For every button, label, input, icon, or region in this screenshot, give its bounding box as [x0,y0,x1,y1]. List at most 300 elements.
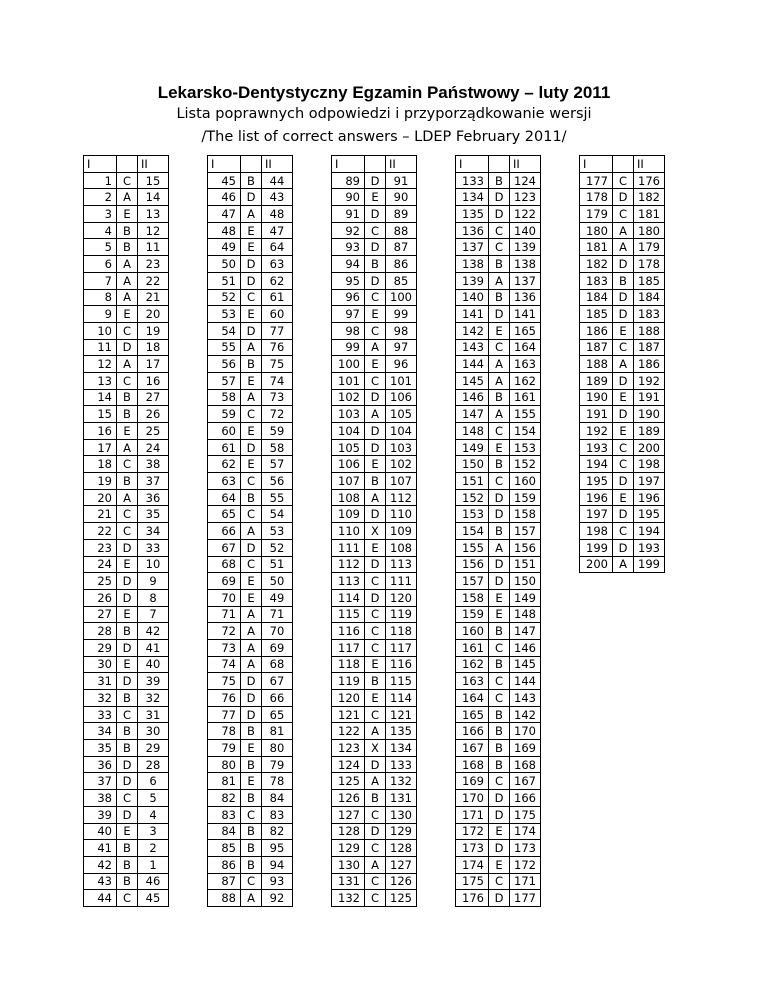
question-number-ii: 94 [262,856,293,873]
question-number-i: 61 [208,439,241,456]
question-number-ii: 159 [510,489,541,506]
correct-answer: D [365,423,386,440]
table-row [456,790,541,807]
question-number-ii: 11 [138,239,169,256]
table-row [332,406,417,423]
question-number-i: 167 [456,740,489,757]
correct-answer: B [117,473,138,490]
correct-answer: D [613,306,634,323]
table-row [208,289,293,306]
correct-answer: D [241,439,262,456]
table-row [580,289,665,306]
question-number-ii: 56 [262,473,293,490]
question-number-i: 7 [84,272,117,289]
question-number-ii: 119 [386,606,417,623]
question-number-i: 81 [208,773,241,790]
correct-answer: C [241,556,262,573]
table-row [84,573,169,590]
correct-answer: B [489,623,510,640]
table-row [84,806,169,823]
correct-answer: C [489,473,510,490]
correct-answer: A [489,356,510,373]
question-number-ii: 76 [262,339,293,356]
question-number-i: 195 [580,473,613,490]
question-number-i: 63 [208,473,241,490]
question-number-i: 150 [456,456,489,473]
correct-answer: C [613,172,634,189]
question-number-i: 165 [456,706,489,723]
question-number-ii: 19 [138,322,169,339]
correct-answer: E [241,423,262,440]
question-number-ii: 155 [510,406,541,423]
table-row [208,523,293,540]
question-number-i: 146 [456,389,489,406]
question-number-i: 18 [84,456,117,473]
correct-answer: D [613,372,634,389]
table-row [84,589,169,606]
correct-answer: C [241,473,262,490]
correct-answer: A [117,489,138,506]
question-number-i: 174 [456,856,489,873]
table-row [456,456,541,473]
correct-answer: B [241,790,262,807]
table-row [580,439,665,456]
question-number-ii: 151 [510,556,541,573]
question-number-i: 134 [456,189,489,206]
correct-answer: A [365,489,386,506]
correct-answer: D [241,673,262,690]
question-number-ii: 171 [510,873,541,890]
table-row [332,506,417,523]
table-row [84,456,169,473]
correct-answer: C [117,456,138,473]
question-number-i: 27 [84,606,117,623]
answer-table-4 [455,155,541,907]
question-number-i: 172 [456,823,489,840]
table-row [580,189,665,206]
table-row [456,856,541,873]
table-row [84,840,169,857]
question-number-ii: 20 [138,306,169,323]
question-number-ii: 4 [138,806,169,823]
correct-answer: C [117,322,138,339]
correct-answer: D [365,439,386,456]
question-number-i: 17 [84,439,117,456]
correct-answer: C [489,673,510,690]
question-number-ii: 27 [138,389,169,406]
question-number-i: 2 [84,189,117,206]
question-number-i: 149 [456,439,489,456]
question-number-ii: 146 [510,639,541,656]
question-number-i: 158 [456,589,489,606]
table-row [84,506,169,523]
table-row [208,556,293,573]
question-number-ii: 96 [386,356,417,373]
question-number-ii: 53 [262,523,293,540]
question-number-ii: 123 [510,189,541,206]
table-row [208,439,293,456]
question-number-ii: 188 [634,322,665,339]
correct-answer: C [365,573,386,590]
question-number-ii: 181 [634,206,665,223]
correct-answer: D [489,489,510,506]
question-number-i: 28 [84,623,117,640]
correct-answer: A [241,523,262,540]
table-row [456,222,541,239]
question-number-ii: 124 [510,172,541,189]
header-version-ii: II [386,156,417,173]
question-number-i: 156 [456,556,489,573]
correct-answer: B [117,856,138,873]
table-row [84,556,169,573]
header-version-i: I [208,156,241,173]
correct-answer: A [241,639,262,656]
correct-answer: C [489,639,510,656]
question-number-ii: 49 [262,589,293,606]
correct-answer: C [117,890,138,907]
question-number-ii: 29 [138,740,169,757]
correct-answer: E [489,589,510,606]
question-number-i: 30 [84,656,117,673]
question-number-ii: 122 [510,206,541,223]
question-number-i: 72 [208,623,241,640]
correct-answer: D [613,539,634,556]
question-number-i: 191 [580,406,613,423]
question-number-i: 11 [84,339,117,356]
question-number-i: 130 [332,856,365,873]
correct-answer: C [365,706,386,723]
correct-answer: B [117,406,138,423]
question-number-ii: 187 [634,339,665,356]
table-row [208,356,293,373]
question-number-ii: 22 [138,272,169,289]
table-row [456,773,541,790]
question-number-ii: 134 [386,740,417,757]
header-blank [365,156,386,173]
correct-answer: A [365,723,386,740]
table-row [332,840,417,857]
table-row [84,222,169,239]
correct-answer: B [489,756,510,773]
table-row [332,189,417,206]
correct-answer: C [613,456,634,473]
question-number-i: 184 [580,289,613,306]
correct-answer: C [613,439,634,456]
table-row [84,289,169,306]
table-row [456,239,541,256]
correct-answer: E [241,306,262,323]
question-number-ii: 154 [510,423,541,440]
question-number-i: 57 [208,372,241,389]
table-row [332,706,417,723]
table-row [456,356,541,373]
question-number-ii: 57 [262,456,293,473]
question-number-i: 6 [84,256,117,273]
table-row [84,189,169,206]
question-number-i: 3 [84,206,117,223]
correct-answer: B [117,723,138,740]
question-number-i: 107 [332,473,365,490]
correct-answer: A [613,556,634,573]
question-number-ii: 162 [510,372,541,389]
question-number-ii: 35 [138,506,169,523]
question-number-ii: 192 [634,372,665,389]
table-row [332,690,417,707]
table-row [84,773,169,790]
question-number-i: 112 [332,556,365,573]
question-number-ii: 17 [138,356,169,373]
correct-answer: E [365,690,386,707]
question-number-ii: 133 [386,756,417,773]
question-number-i: 25 [84,573,117,590]
table-row [332,423,417,440]
page-title: Lekarsko-Dentystyczny Egzamin Państwowy – luty 2011 [157,83,611,102]
table-row [456,723,541,740]
question-number-i: 151 [456,473,489,490]
question-number-i: 97 [332,306,365,323]
correct-answer: E [117,556,138,573]
question-number-ii: 83 [262,806,293,823]
correct-answer: C [365,372,386,389]
table-row [456,372,541,389]
table-row [84,389,169,406]
question-number-i: 188 [580,356,613,373]
table-row [580,523,665,540]
question-number-i: 53 [208,306,241,323]
question-number-ii: 135 [386,723,417,740]
question-number-ii: 150 [510,573,541,590]
question-number-i: 62 [208,456,241,473]
question-number-i: 137 [456,239,489,256]
question-number-ii: 71 [262,606,293,623]
table-row [332,456,417,473]
header-row [208,156,293,173]
table-row [456,339,541,356]
table-row [208,673,293,690]
correct-answer: B [117,873,138,890]
question-number-i: 78 [208,723,241,740]
question-number-i: 65 [208,506,241,523]
correct-answer: C [489,339,510,356]
table-row [456,873,541,890]
table-row [456,690,541,707]
question-number-i: 79 [208,740,241,757]
question-number-i: 140 [456,289,489,306]
question-number-ii: 197 [634,473,665,490]
answer-table-3 [331,155,417,907]
question-number-i: 148 [456,423,489,440]
table-row [332,723,417,740]
question-number-ii: 198 [634,456,665,473]
question-number-i: 200 [580,556,613,573]
correct-answer: D [365,823,386,840]
correct-answer: D [613,189,634,206]
question-number-ii: 180 [634,222,665,239]
question-number-i: 99 [332,339,365,356]
question-number-i: 45 [208,172,241,189]
question-number-ii: 6 [138,773,169,790]
question-number-i: 19 [84,473,117,490]
table-row [456,423,541,440]
table-row [208,656,293,673]
table-row [84,890,169,907]
question-number-ii: 61 [262,289,293,306]
question-number-i: 138 [456,256,489,273]
table-row [332,206,417,223]
correct-answer: B [489,289,510,306]
question-number-i: 13 [84,372,117,389]
question-number-ii: 99 [386,306,417,323]
question-number-i: 22 [84,523,117,540]
correct-answer: B [613,272,634,289]
correct-answer: A [241,623,262,640]
question-number-ii: 113 [386,556,417,573]
table-row [332,573,417,590]
table-row [456,489,541,506]
table-row [208,339,293,356]
correct-answer: A [489,372,510,389]
question-number-ii: 89 [386,206,417,223]
question-number-ii: 92 [262,890,293,907]
question-number-ii: 195 [634,506,665,523]
header-row [580,156,665,173]
question-number-ii: 194 [634,523,665,540]
answer-table-2 [207,155,293,907]
table-row [580,423,665,440]
question-number-i: 43 [84,873,117,890]
table-row [580,539,665,556]
question-number-ii: 111 [386,573,417,590]
correct-answer: A [489,406,510,423]
header-version-ii: II [634,156,665,173]
question-number-ii: 147 [510,623,541,640]
correct-answer: B [117,623,138,640]
question-number-i: 91 [332,206,365,223]
question-number-ii: 21 [138,289,169,306]
table-row [456,473,541,490]
question-number-ii: 173 [510,840,541,857]
question-number-i: 166 [456,723,489,740]
question-number-i: 58 [208,389,241,406]
question-number-ii: 102 [386,456,417,473]
question-number-ii: 153 [510,439,541,456]
question-number-ii: 109 [386,523,417,540]
question-number-i: 164 [456,690,489,707]
table-row [332,339,417,356]
question-number-i: 144 [456,356,489,373]
correct-answer: E [613,423,634,440]
question-number-ii: 39 [138,673,169,690]
table-row [332,623,417,640]
table-row [332,873,417,890]
question-number-i: 32 [84,690,117,707]
question-number-i: 136 [456,222,489,239]
question-number-i: 180 [580,222,613,239]
correct-answer: D [365,206,386,223]
correct-answer: D [365,556,386,573]
table-row [208,272,293,289]
question-number-ii: 9 [138,573,169,590]
table-row [332,322,417,339]
question-number-ii: 31 [138,706,169,723]
correct-answer: C [365,322,386,339]
question-number-ii: 184 [634,289,665,306]
table-row [84,356,169,373]
correct-answer: B [241,489,262,506]
table-row [208,573,293,590]
table-row [208,690,293,707]
question-number-i: 100 [332,356,365,373]
question-number-i: 173 [456,840,489,857]
question-number-i: 129 [332,840,365,857]
question-number-i: 51 [208,272,241,289]
correct-answer: A [117,256,138,273]
question-number-ii: 28 [138,756,169,773]
table-row [456,389,541,406]
question-number-ii: 127 [386,856,417,873]
table-row [84,856,169,873]
table-row [332,790,417,807]
question-number-ii: 130 [386,806,417,823]
question-number-ii: 1 [138,856,169,873]
correct-answer: C [241,806,262,823]
question-number-ii: 42 [138,623,169,640]
subtitle-polish: Lista poprawnych odpowiedzi i przyporządkowanie wersji [176,106,592,122]
correct-answer: A [241,339,262,356]
table-row [208,873,293,890]
correct-answer: B [241,823,262,840]
question-number-ii: 163 [510,356,541,373]
question-number-ii: 75 [262,356,293,373]
answer-table-5 [579,155,665,573]
table-row [456,406,541,423]
question-number-ii: 55 [262,489,293,506]
table-row [456,756,541,773]
table-row [208,773,293,790]
correct-answer: B [117,222,138,239]
question-number-ii: 114 [386,690,417,707]
question-number-ii: 50 [262,573,293,590]
table-row [332,473,417,490]
question-number-i: 12 [84,356,117,373]
table-row [332,372,417,389]
question-number-i: 132 [332,890,365,907]
correct-answer: E [365,656,386,673]
correct-answer: E [365,356,386,373]
correct-answer: C [489,239,510,256]
question-number-i: 152 [456,489,489,506]
correct-answer: E [365,456,386,473]
question-number-i: 176 [456,890,489,907]
table-row [208,389,293,406]
question-number-ii: 47 [262,222,293,239]
question-number-ii: 117 [386,639,417,656]
question-number-ii: 169 [510,740,541,757]
table-row [208,856,293,873]
question-number-i: 111 [332,539,365,556]
table-row [208,406,293,423]
correct-answer: E [117,423,138,440]
table-row [580,372,665,389]
correct-answer: D [365,239,386,256]
correct-answer: E [613,389,634,406]
question-number-ii: 115 [386,673,417,690]
table-row [332,389,417,406]
question-number-ii: 70 [262,623,293,640]
table-row [208,456,293,473]
question-number-i: 110 [332,523,365,540]
correct-answer: B [365,473,386,490]
